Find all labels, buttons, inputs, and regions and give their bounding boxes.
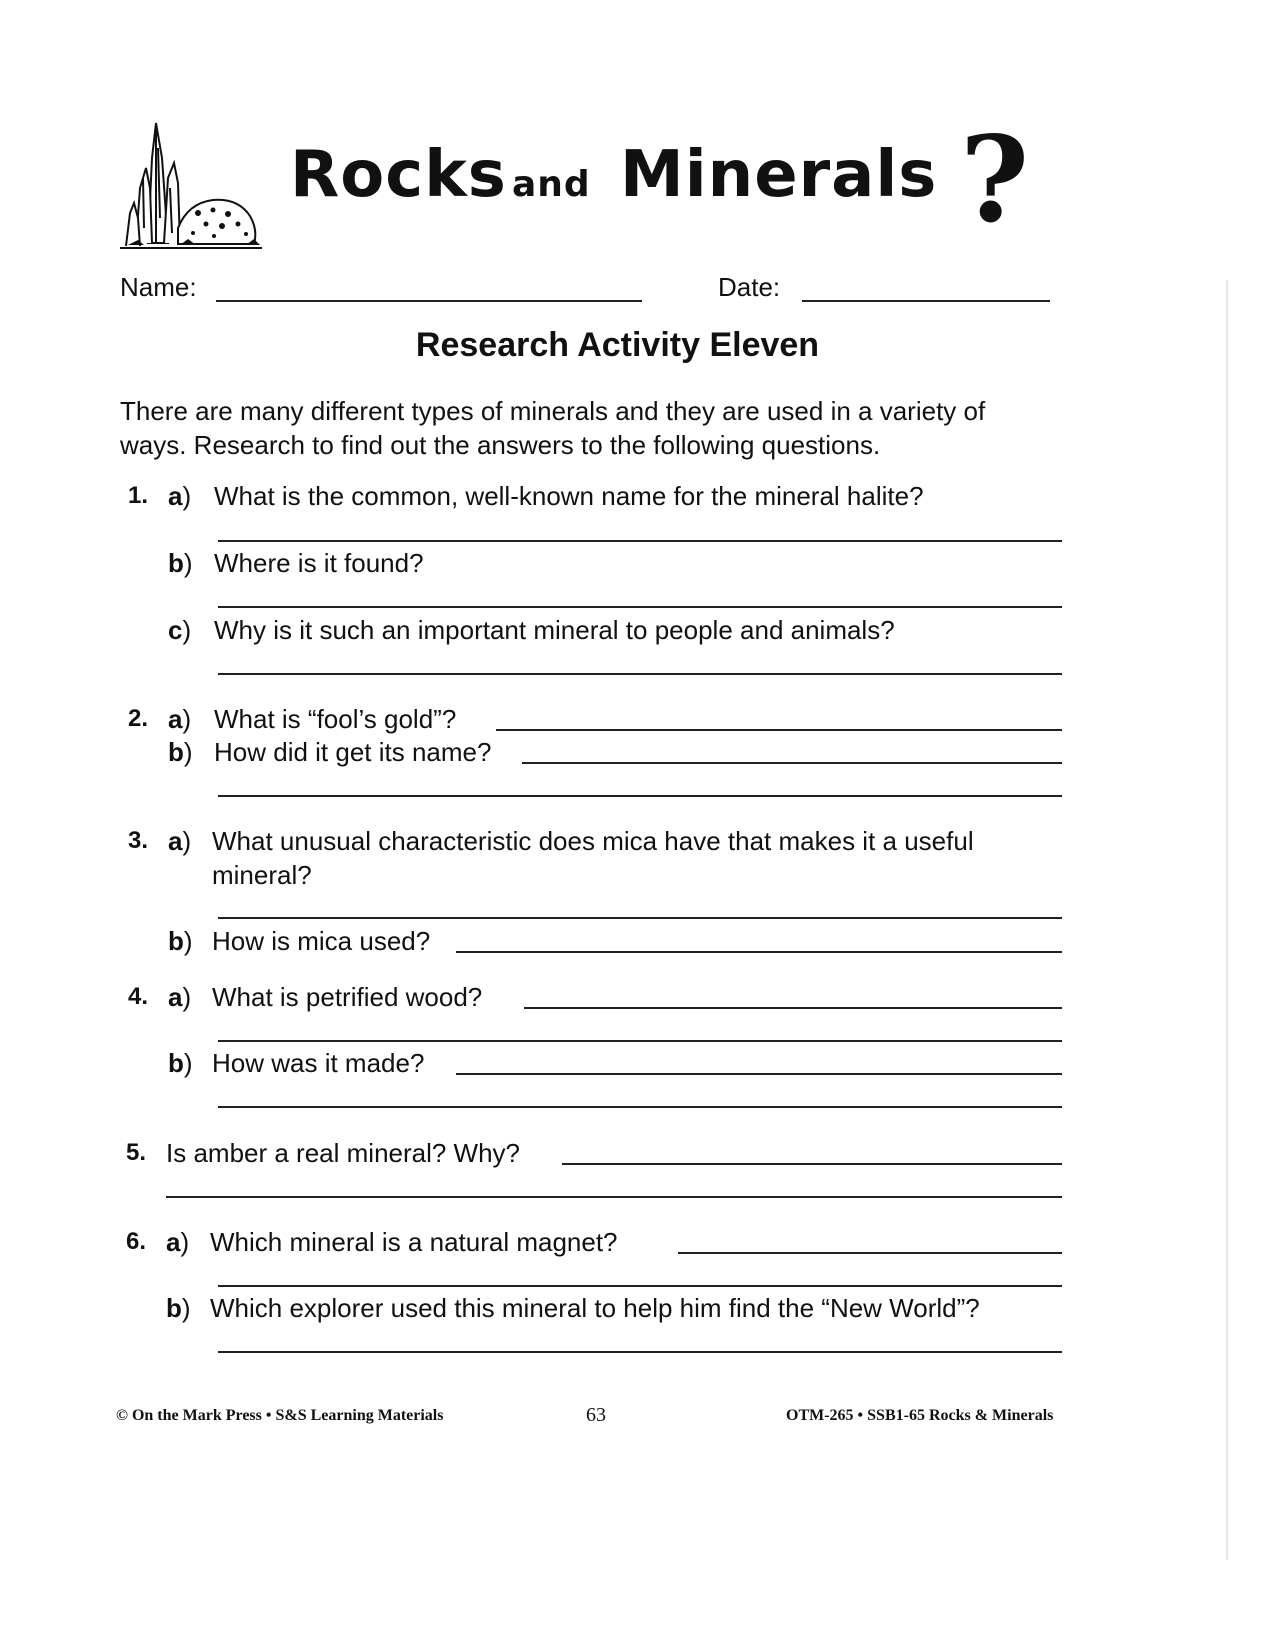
page-edge-shadow (1226, 280, 1228, 1560)
q3b-letter: b) (168, 926, 193, 956)
question-mark: ? (960, 110, 1030, 249)
q6b-text: Which explorer used this mineral to help him find the “New World”? (210, 1293, 980, 1323)
q1b-text: Where is it found? (214, 548, 424, 578)
q2a-letter: a) (168, 704, 192, 734)
q5-number: 5. (126, 1139, 147, 1166)
q3-number: 3. (128, 827, 149, 854)
intro-line-2: ways. Research to find out the answers to the following questions. (120, 430, 881, 460)
footer-copyright: © On the Mark Press • S&S Learning Materials (116, 1407, 444, 1424)
q3a-text-line-2: mineral? (212, 860, 312, 890)
q1c-letter: c) (168, 615, 192, 645)
q4a-answer-line[interactable] (524, 1007, 1062, 1009)
q4b-text: How was it made? (212, 1048, 425, 1078)
q4a-letter: a) (168, 982, 192, 1012)
q3a-letter: a) (168, 826, 192, 856)
title-rocks: Rocks (290, 138, 507, 212)
q5-answer-line-2[interactable] (166, 1196, 1062, 1198)
q2b-answer-line-2[interactable] (218, 795, 1062, 797)
q5-text: Is amber a real mineral? Why? (166, 1138, 521, 1168)
q2-number: 2. (128, 705, 149, 732)
q1c-answer-line[interactable] (218, 673, 1062, 675)
q4b-letter: b) (168, 1048, 193, 1078)
q4a-answer-line-2[interactable] (218, 1040, 1062, 1042)
q1c-text: Why is it such an important mineral to people and animals? (214, 615, 895, 645)
q4a-text: What is petrified wood? (212, 982, 483, 1012)
name-field[interactable] (216, 300, 642, 302)
q6b-answer-line[interactable] (218, 1351, 1062, 1353)
q1a-letter: a) (168, 481, 192, 511)
q6-number: 6. (126, 1228, 147, 1255)
footer-product-code: OTM-265 • SSB1-65 Rocks & Minerals (786, 1407, 1054, 1424)
title-minerals: Minerals (620, 138, 938, 212)
title-and: and (512, 164, 591, 205)
q1-number: 1. (128, 482, 149, 509)
q3a-text-line-1: What unusual characteristic does mica have that makes it a useful (212, 826, 974, 856)
q6a-answer-line-2[interactable] (218, 1285, 1062, 1287)
q1b-answer-line[interactable] (218, 606, 1062, 608)
q1a-text: What is the common, well-known name for the mineral halite? (214, 481, 924, 511)
name-label: Name: (120, 272, 197, 302)
q6b-letter: b) (166, 1293, 191, 1323)
q4-number: 4. (128, 983, 149, 1010)
q3b-text: How is mica used? (212, 926, 431, 956)
q6a-text: Which mineral is a natural magnet? (210, 1227, 618, 1257)
q2b-answer-line[interactable] (522, 762, 1062, 764)
intro-line-1: There are many different types of minerals and they are used in a variety of (120, 396, 986, 426)
q6a-letter: a) (166, 1227, 190, 1257)
q4b-answer-line-2[interactable] (218, 1106, 1062, 1108)
q2b-letter: b) (168, 737, 193, 767)
q2a-text: What is “fool’s gold”? (214, 704, 457, 734)
q5-answer-line[interactable] (562, 1163, 1062, 1165)
q3a-answer-line[interactable] (218, 917, 1062, 919)
activity-heading: Research Activity Eleven (415, 326, 820, 364)
q3b-answer-line[interactable] (456, 951, 1062, 953)
q2b-text: How did it get its name? (214, 737, 492, 767)
q1a-answer-line[interactable] (218, 540, 1062, 542)
page-number: 63 (586, 1404, 606, 1426)
q4b-answer-line[interactable] (456, 1073, 1062, 1075)
crystal-rock-illustration (118, 118, 264, 254)
date-label: Date: (718, 272, 781, 302)
q6a-answer-line[interactable] (678, 1252, 1062, 1254)
q1b-letter: b) (168, 548, 193, 578)
date-field[interactable] (802, 300, 1050, 302)
q2a-answer-line[interactable] (496, 729, 1062, 731)
